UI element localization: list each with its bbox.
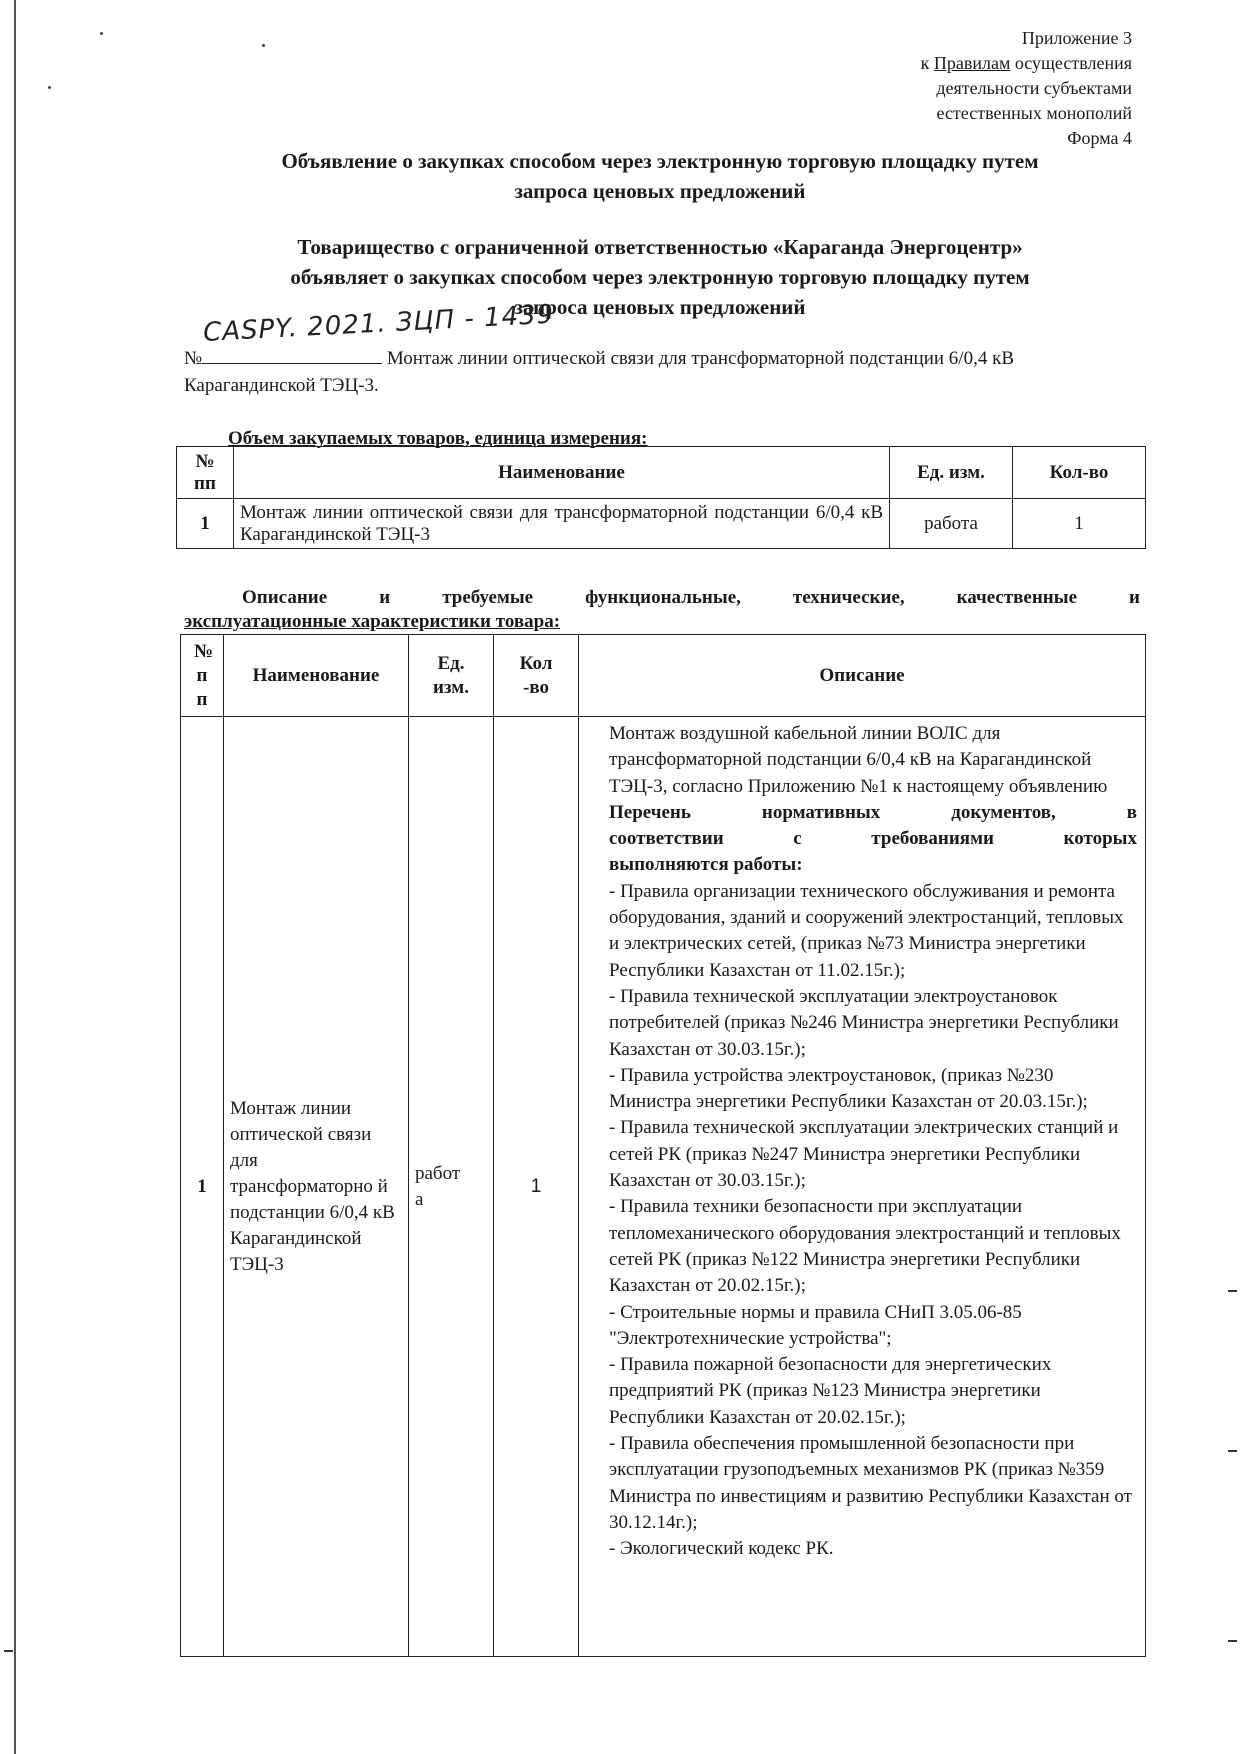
docs-heading-2: соответствии с требованиями которых [609, 828, 1137, 850]
appendix-line-4: естественных монополий [936, 103, 1132, 123]
rules-link: Правилам [933, 53, 1011, 73]
volume-heading: Объем закупаемых товаров, единица измерения: [228, 428, 648, 449]
row-unit: работа [890, 499, 1013, 549]
row-name: Монтаж линии оптической связи для трансформаторной подстанции 6/0,4 кВ Карагандинской ТЭЦ-3 [234, 499, 890, 549]
col-unit: Ед. изм. [890, 447, 1013, 499]
lot-line [184, 343, 1140, 399]
lot-text: Монтаж линии оптической связи для трансформаторной подстанции 6/0,4 кВ Карагандинской ТЭЦ-3. [184, 348, 1014, 396]
col-desc: Описание [579, 635, 1146, 717]
spec-row-num: 1 [181, 717, 224, 1657]
col-name: Наименование [224, 635, 409, 717]
list-item: - Правила устройства электроустановок, (приказ №230 Министра энергетики Республики Казахстан от 20.03.15г.); [609, 1064, 1088, 1113]
volume-table [176, 446, 1146, 549]
spec-row-description [579, 717, 1146, 1657]
scan-speck [262, 44, 265, 47]
appendix-line-2: к Правилам осуществления [920, 53, 1132, 73]
list-item: - Правила технической эксплуатации электроустановок потребителей (приказ №246 Министра энергетики Республики Казахстан от 30.03.15г.); [609, 985, 1119, 1060]
col-name: Наименование [234, 447, 890, 499]
table-row [181, 717, 1146, 1657]
appendix-form: Форма 4 [1067, 128, 1132, 148]
spec-row-unit: работ а [409, 717, 494, 1657]
col-num: № п п [181, 635, 224, 717]
list-item: - Строительные нормы и правила СНиП 3.05.06-85 "Электротехнические устройства"; [609, 1301, 1022, 1349]
col-qty: Кол-во [1013, 447, 1146, 499]
spec-row-name: Монтаж линии оптической связи для трансформаторно й подстанции 6/0,4 кВ Карагандинской ТЭЦ-3 [224, 717, 409, 1657]
list-item: - Правила техники безопасности при эксплуатации тепломеханического оборудования электростанций и тепловых сетей РК (приказ №122 Министра энергетики Республики Казахстан от 20.02.15г.); [609, 1196, 1121, 1297]
spec-heading [184, 586, 1140, 634]
col-unit: Ед. изм. [409, 635, 494, 717]
scan-edge-mark [4, 1650, 13, 1652]
document-title: Объявление о закупках способом через электронную торговую площадку путем запроса ценовых предложений [281, 149, 1039, 203]
scan-edge-mark [1228, 1640, 1237, 1642]
scan-edge-mark [1228, 1450, 1237, 1452]
number-blank [202, 343, 382, 364]
appendix-line-3: деятельности субъектами [936, 78, 1132, 98]
description-intro: Монтаж воздушной кабельной линии ВОЛС для трансформаторной подстанции 6/0,4 кВ на Карагандинской ТЭЦ-3, согласно Приложению №1 к настоящему объявлению [609, 723, 1108, 797]
scan-edge-mark [1228, 1290, 1237, 1292]
number-sign: № [184, 348, 203, 369]
scan-left-border [14, 0, 16, 1754]
col-num: № пп [177, 447, 234, 499]
table-row [177, 499, 1146, 549]
announcer-heading: Товарищество с ограниченной ответственностью «Караганда Энергоцентр» объявляет о закупках способом через электронную торговую площадку путем запроса ценовых предложений [290, 235, 1030, 319]
scan-speck [48, 86, 51, 89]
spec-row-qty: 1 [494, 717, 579, 1657]
row-num: 1 [177, 499, 234, 549]
appendix-line-1: Приложение 3 [1021, 28, 1132, 48]
appendix-note [802, 26, 1132, 151]
list-item: - Правила пожарной безопасности для энергетических предприятий РК (приказ №123 Министра энергетики Республики Казахстан от 20.02.15г.); [609, 1354, 1052, 1428]
docs-heading-1: Перечень нормативных документов, в [609, 801, 1137, 823]
list-item: - Экологический кодекс РК. [609, 1538, 834, 1560]
docs-heading-3: выполняются работы: [609, 854, 803, 876]
list-item: - Правила организации технического обслуживания и ремонта оборудования, зданий и сооружений электростанций, тепловых и электрических сетей, (приказ №73 Министра энергетики Республики Казахстан от 11.02.15г.); [609, 880, 1124, 981]
spec-table [180, 634, 1146, 1657]
list-item: - Правила технической эксплуатации электрических станций и сетей РК (приказ №247 Министра энергетики Республики Казахстан от 30.03.15г.); [609, 1117, 1119, 1192]
spec-heading-line-2: эксплуатационные характеристики товара: [184, 611, 561, 632]
volume-table-header [177, 447, 1146, 499]
spec-table-header [181, 635, 1146, 717]
spec-heading-line-1: Описание и требуемые функциональные, технические, качественные и [242, 587, 1140, 608]
col-qty: Кол -во [494, 635, 579, 717]
handwritten-lot-number: CASPY. 2021. ЗЦП - 1439 [202, 299, 555, 348]
list-item: - Правила обеспечения промышленной безопасности при эксплуатации грузоподъемных механизмов РК (приказ №359 Министра по инвестициям и развитию Республики Казахстан от 30.12.14г.); [609, 1433, 1132, 1533]
scan-speck [100, 32, 103, 35]
row-qty: 1 [1013, 499, 1146, 549]
